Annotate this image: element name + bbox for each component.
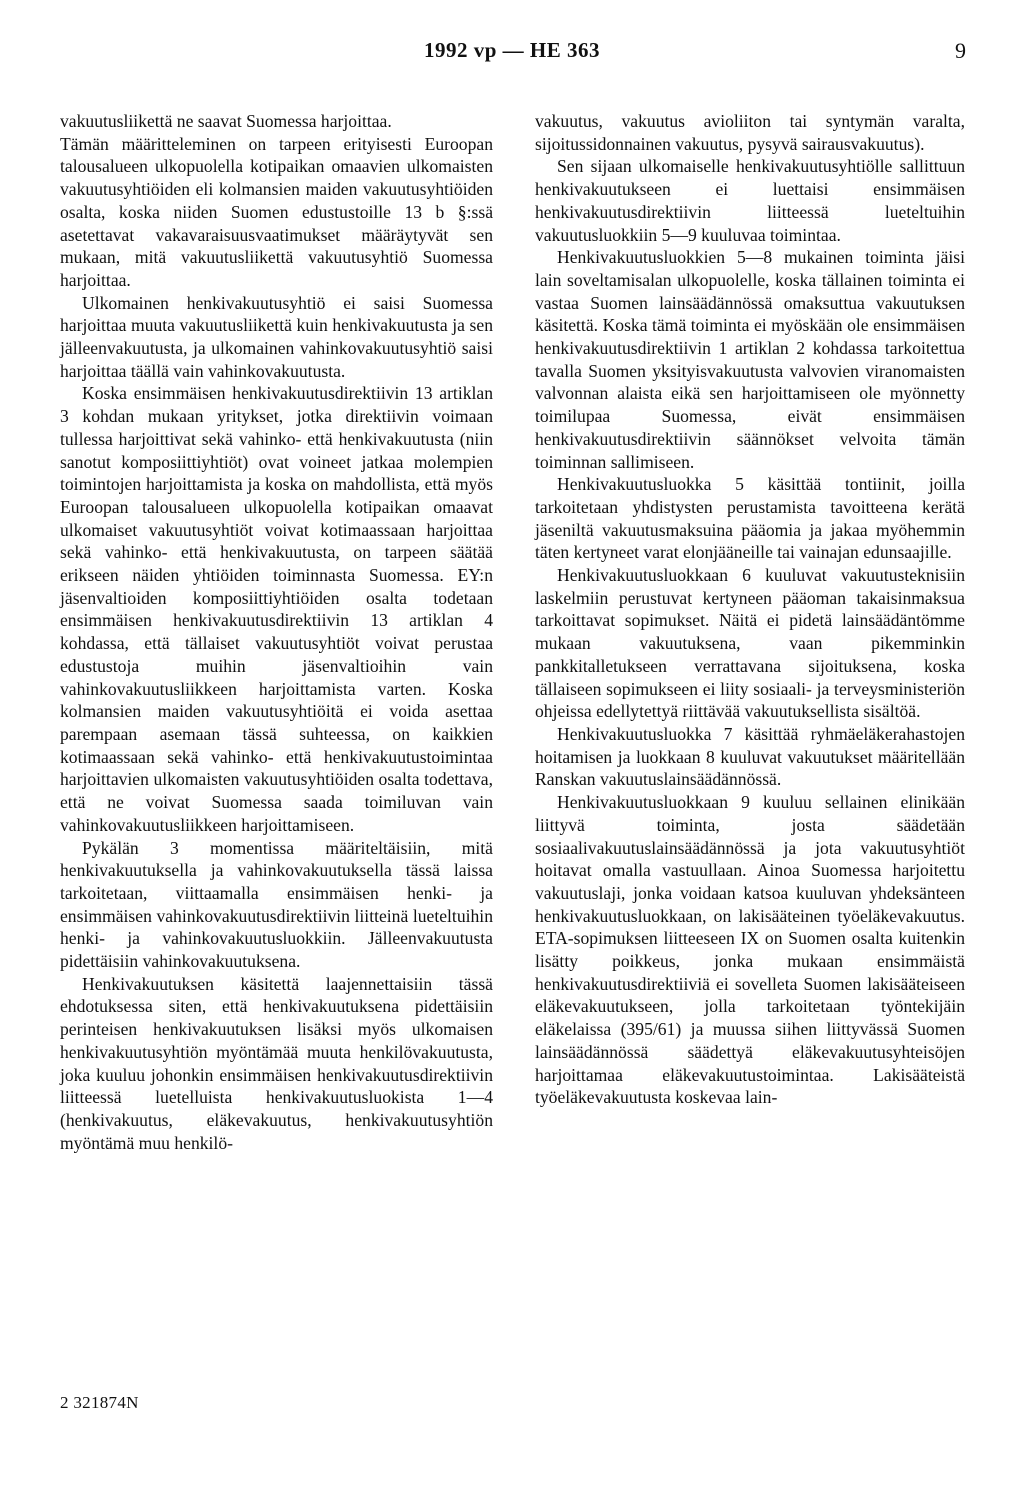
paragraph: Tämän määritteleminen on tarpeen erityisesti Euroopan talousalueen ulkopuolella kotipaikan omaavien ulkomaisten vakuutusyhtiöiden eli kolmansien maiden vakuutusyhtiöiden osalta, koska niiden Suomen edustustoille 13 b §:ssä asetettavat vakavaraisuusvaatimukset määräytyvät sen mukaan, mitä vakuutusliikettä vakuutusyhtiö Suomessa harjoittaa.	[60, 133, 493, 290]
paragraph: Henkivakuutusluokka 7 käsittää ryhmäeläkerahastojen hoitamisen ja luokkaan 8 kuuluvat vakuutukset määritellään Ranskan vakuutuslainsäädännössä.	[535, 723, 965, 790]
paragraph: Henkivakuutuksen käsitettä laajennettaisiin tässä ehdotuksessa siten, että henkivakuutuksena pidettäisiin perinteisen henkivakuutuksen lisäksi myös ulkomaisen henkivakuutusyhtiön myöntämää muuta henkilövakuutusta, joka kuuluu johonkin ensimmäisen henkivakuutusdirektiivin liitteessä luetelluista henkivakuutusluokista 1—4 (henkivakuutus, eläkevakuutus, henkivakuutusyhtiön myöntämä muu henkilö-	[60, 973, 493, 1153]
running-head: 1992 vp — HE 363	[423, 38, 601, 62]
paragraph: Sen sijaan ulkomaiselle henkivakuutusyhtiölle sallittuun henkivakuutukseen ei luettaisi ensimmäisen henkivakuutusdirektiivin liitteessä lueteltuihin vakuutusluokkiin 5—9 kuuluvaa toimintaa.	[535, 156, 965, 245]
paragraph: Henkivakuutusluokkien 5—8 mukainen toiminta jäisi lain soveltamisalan ulkopuolelle, koska tällainen toiminta ei vastaa Suomen lainsäädännössä omaksuttua vakuutuksen käsitettä. Koska tämä toiminta ei myöskään ole ensimmäisen henkivakuutusdirektiivin 1 artiklan 2 kohdassa tarkoitettua tavalla Suomen yksityisvakuutusta valvovien viranomaisten valvonnan alaista eikä sen harjoittamiseen ole myönnetty toimilupaa Suomessa, eivät ensimmäisen henkivakuutusdirektiivin säännökset velvoita tämän toiminnan sallimiseen.	[535, 247, 965, 472]
paragraph: Henkivakuutusluokkaan 6 kuuluvat vakuutusteknisiin laskelmiin perustuvat kertyneen pääoman takaisinmaksua tarkoittavat sopimukset. Näitä ei pidetä lainsäädäntömme mukaan vakuutuksena, vaan pikemminkin pankkitalletukseen verrattavana sijoituksena, koska tällaiseen sopimukseen ei liity sosiaali- ja terveysministeriön ohjeissa edellytettyä riittävää vakuutuksellista sisältöä.	[535, 565, 965, 722]
paragraph: Pykälän 3 momentissa määriteltäisiin, mitä henkivakuutuksella ja vahinkovakuutuksella tässä laissa tarkoitetaan, viittaamalla ensimmäisen henki- ja ensimmäisen vahinkovakuutusdirektiivin liitteinä lueteltuihin henki- ja vahinkovakuutusluokkiin. Jälleenvakuutusta pidettäisiin vahinkovakuutuksena.	[60, 837, 493, 972]
paragraph: Ulkomainen henkivakuutusyhtiö ei saisi Suomessa harjoittaa muuta vakuutusliikettä kuin henkivakuutusta ja sen jälleenvakuutusta, ja ulkomainen vahinkovakuutusyhtiö saisi harjoittaa täällä vain vahinkovakuutusta.	[60, 292, 493, 381]
paragraph: Koska ensimmäisen henkivakuutusdirektiivin 13 artiklan 3 kohdan mukaan yritykset, jotka direktiivin voimaan tullessa harjoittivat sekä vahinko- että henkivakuutusta (niin sanotut komposiittiyhtiöt) ovat voineet jatkaa molempien toimintojen harjoittamista ja koska on mahdollista, että myös Euroopan talousalueen ulkopuolella kotipaikan omaavat ulkomaiset vakuutusyhtiöt voivat kotimaassaan harjoittaa sekä vahinko- että henkivakuutusta, on tarpeen säätää erikseen näiden yhtiöiden toiminnasta Suomessa. EY:n jäsenvaltioiden komposiittiyhtiöiden osalta todetaan ensimmäisen henkivakuutusdirektiivin 13 artiklan 4 kohdassa, että tällaiset vakuutusyhtiöt voivat perustaa edustustoja muihin jäsenvaltioihin vain vahinkovakuutusliikkeen harjoittamista varten. Koska kolmansien maiden vakuutusyhtiöitä ei voida asettaa parempaan asemaan tässä suhteessa, on kaikkien kotimaassaan sekä vahinko- että henkivakuutustoimintaa harjoittavien ulkomaisten vakuutusyhtiöiden osalta todettava, että ne voivat Suomessa saada toimiluvan vain vahinkovakuutusliikkeen harjoittamiseen.	[60, 383, 493, 835]
paragraph: Henkivakuutusluokkaan 9 kuuluu sellainen elinikään liittyvä toiminta, josta säädetään sosiaalivakuutuslainsäädännössä ja jota vakuutusyhtiöt hoitavat omalla vastuullaan. Ainoa Suomessa harjoitettu vakuutuslaji, jonka voidaan katsoa kuuluvan yhdeksänteen henkivakuutusluokkaan, on lakisääteinen työeläkevakuutus. ETA-sopimuksen liitteeseen IX on Suomen osalta kuitenkin lisätty poikkeus, jonka mukaan ensimmäistä henkivakuutusdirektiiviä ei sovelleta Suomen lakisääteiseen eläkevakuutukseen, jolla tarkoitetaan työntekijäin eläkelaissa (395/61) ja muussa siihen liittyvässä Suomen lainsäädännössä säädettyä eläkevakuutusyhteisöjen harjoittamaa eläkevakuutustoimintaa. Lakisääteistä työeläkevakuutusta koskevaa lain-	[535, 792, 965, 1108]
right-column	[535, 110, 965, 1109]
print-code: 2 321874N	[60, 1393, 139, 1412]
paragraph: Henkivakuutusluokka 5 käsittää tontiinit, joilla tarkoitetaan yhdistysten perustamista tavoitteena kerätä jäseniltä vakuutusmaksuina pääomia ja jakaa myöhemmin täten kertyneet varat elonjääneille tai vainajan edunsaajille.	[535, 474, 965, 563]
left-column	[60, 110, 493, 1154]
page-number: 9	[955, 38, 966, 63]
page-header	[0, 38, 1024, 78]
paragraph: vakuutusliikettä ne saavat Suomessa harjoittaa.	[60, 111, 392, 131]
paragraph: vakuutus, vakuutus avioliiton tai syntymän varalta, sijoitussidonnainen vakuutus, pysyvä sairausvakuutus).	[535, 111, 965, 154]
